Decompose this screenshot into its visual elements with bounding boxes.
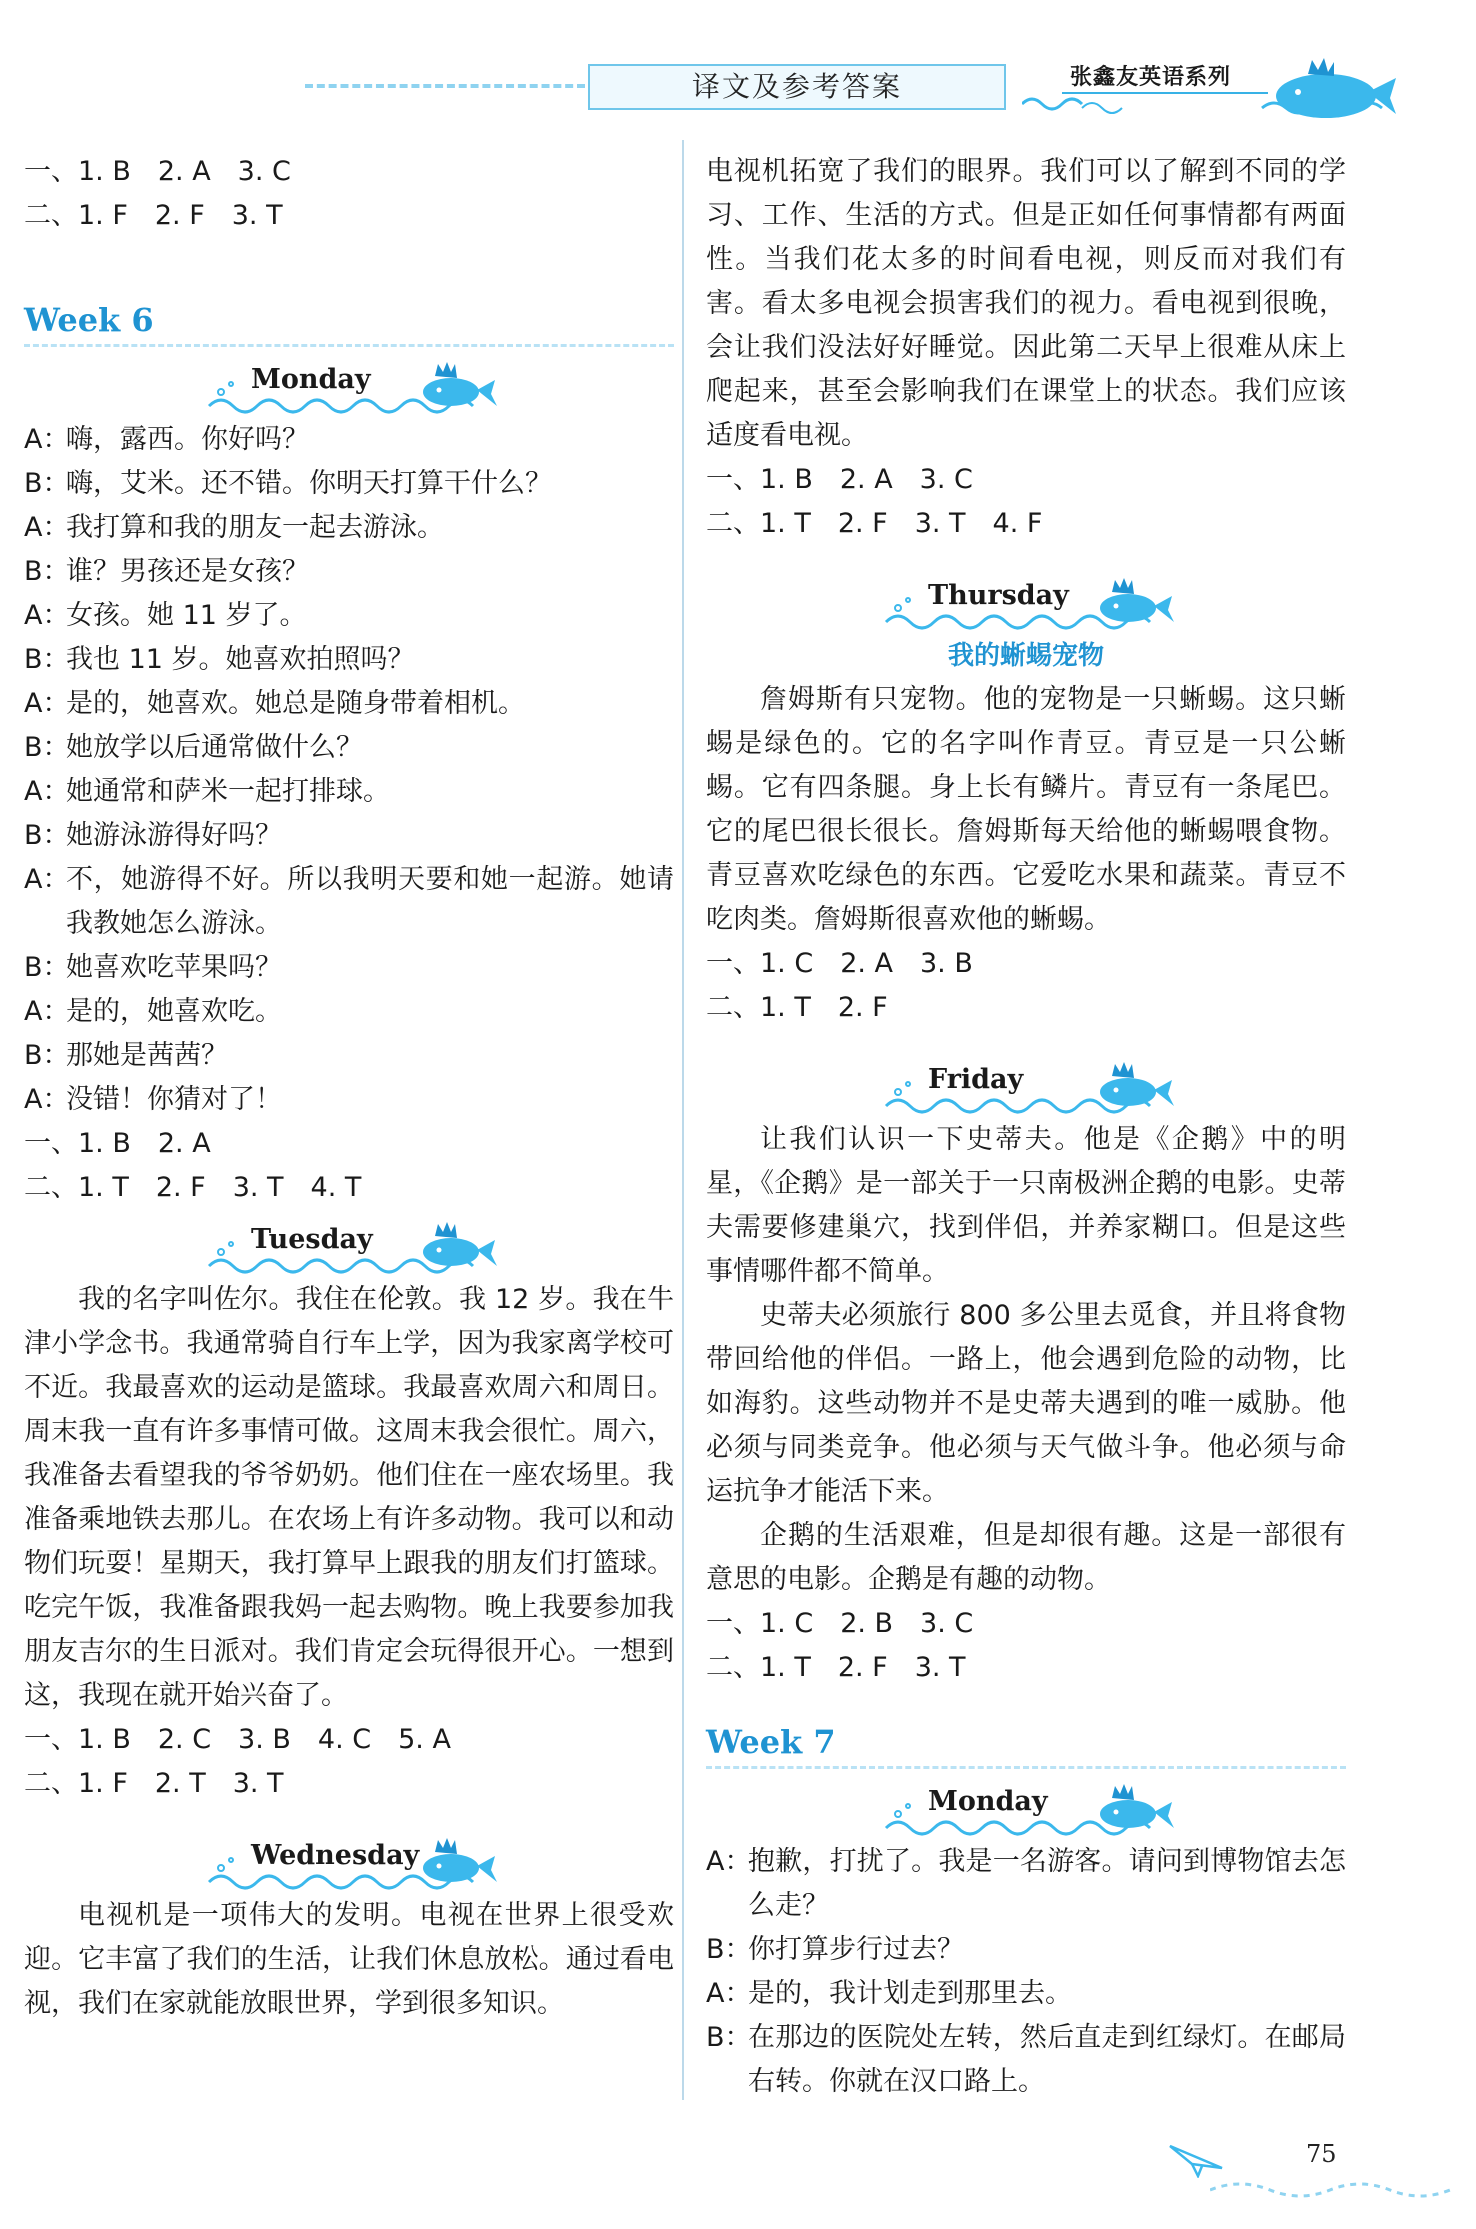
speaker-label: B： bbox=[24, 1040, 70, 1071]
dialog-line bbox=[24, 638, 674, 682]
dialog-text: 不，她游得不好。所以我明天要和她一起游。她请我教她怎么游泳。 bbox=[66, 864, 674, 939]
passage-text: 詹姆斯有只宠物。他的宠物是一只蜥蜴。这只蜥蜴是绿色的。它的名字叫作青豆。青豆是一只公蜥蜴。它有四条腿。身上长有鳞片。青豆有一条尾巴。它的尾巴很长很长。詹姆斯每天给他的蜥蜴喂食物。青豆喜欢吃绿色的东西。它爱吃水果和蔬菜。青豆不吃肉类。詹姆斯很喜欢他的蜥蜴。 bbox=[706, 684, 1346, 935]
day-title: Monday bbox=[928, 1786, 1048, 1817]
passage-subtitle: 我的蜥蜴宠物 bbox=[947, 641, 1104, 671]
dialog-line bbox=[24, 1078, 674, 1122]
dialog-line bbox=[24, 506, 674, 550]
dialog-text: 在那边的医院处左转，然后直走到红绿灯。在邮局右转。你就在汉口路上。 bbox=[748, 2022, 1346, 2097]
dialog-text: 她放学以后通常做什么？ bbox=[66, 732, 363, 763]
dialog-line bbox=[24, 550, 674, 594]
dialog-line bbox=[706, 1928, 1346, 1972]
day-heading bbox=[706, 566, 1346, 634]
answer-line: 一、1. B 2. A 3. C bbox=[706, 464, 973, 495]
speaker-label: B： bbox=[24, 468, 70, 499]
dialog-line bbox=[24, 1034, 674, 1078]
page-number: 75 bbox=[1306, 2140, 1337, 2168]
answer-line: 一、1. C 2. A 3. B bbox=[706, 948, 973, 979]
day-title: Thursday bbox=[928, 580, 1069, 611]
dialog-line bbox=[24, 990, 674, 1034]
answer-line: 二、1. F 2. F 3. T bbox=[24, 200, 283, 231]
speaker-label: A： bbox=[706, 1978, 752, 2009]
dialog-line bbox=[24, 682, 674, 726]
speaker-label: B： bbox=[24, 556, 70, 587]
speaker-label: A： bbox=[24, 688, 70, 719]
dialog-line bbox=[24, 726, 674, 770]
day-title: Friday bbox=[928, 1064, 1024, 1095]
dialog-line bbox=[24, 462, 674, 506]
footer-dash-line bbox=[1210, 2178, 1460, 2198]
page-header bbox=[0, 0, 1476, 140]
speaker-label: A： bbox=[24, 512, 70, 543]
dialog-line bbox=[24, 814, 674, 858]
dialog-text: 你打算步行过去？ bbox=[748, 1934, 964, 1965]
answer-line: 二、1. T 2. F 3. T 4. F bbox=[706, 508, 1043, 539]
speaker-label: B： bbox=[24, 644, 70, 675]
whale-banner-icon bbox=[876, 1054, 1176, 1116]
dialog-text: 抱歉，打扰了。我是一名游客。请问到博物馆去怎么走？ bbox=[748, 1846, 1346, 1921]
speaker-label: A： bbox=[24, 600, 70, 631]
series-label: 张鑫友英语系列 bbox=[1070, 65, 1232, 90]
answer-line: 二、1. T 2. F bbox=[706, 992, 888, 1023]
passage-text: 我的名字叫佐尔。我住在伦敦。我 12 岁。我在牛津小学念书。我通常骑自行车上学，因为我家离学校可不近。我最喜欢的运动是篮球。我最喜欢周六和周日。周末我一直有许多事情可做。这周末我会很忙。周六，我准备去看望我的爷爷奶奶。他们住在一座农场里。我准备乘地铁去那儿。在农场上有许多动物。我可以和动物们玩耍！星期天，我打算早上跟我的朋友们打篮球。吃完午饭，我准备跟我妈一起去购物。晚上我要参加我朋友吉尔的生日派对。我们肯定会玩得很开心。一想到这，我现在就开始兴奋了。 bbox=[24, 1284, 674, 1711]
week-rule bbox=[24, 344, 674, 347]
speaker-label: A： bbox=[24, 424, 70, 455]
left-column bbox=[24, 150, 674, 2026]
dialog-text: 谁？男孩还是女孩？ bbox=[66, 556, 309, 587]
speaker-label: B： bbox=[24, 732, 70, 763]
dialog-line bbox=[24, 594, 674, 638]
day-title: Tuesday bbox=[251, 1224, 373, 1255]
speaker-label: B： bbox=[706, 2022, 752, 2053]
passage-text: 电视机拓宽了我们的眼界。我们可以了解到不同的学习、工作、生活的方式。但是正如任何事情都有两面性。当我们花太多的时间看电视，则反而对我们有害。看太多电视会损害我们的视力。看电视到很晚，会让我们没法好好睡觉。因此第二天早上很难从床上爬起来，甚至会影响我们在课堂上的状态。我们应该适度看电视。 bbox=[706, 156, 1346, 451]
answer-line: 一、1. C 2. B 3. C bbox=[706, 1608, 974, 1639]
answer-line: 一、1. B 2. C 3. B 4. C 5. A bbox=[24, 1724, 451, 1755]
day-title: Wednesday bbox=[251, 1840, 420, 1871]
dialog-line bbox=[24, 946, 674, 990]
day-title: Monday bbox=[251, 364, 371, 395]
day-heading bbox=[706, 1050, 1346, 1118]
paper-plane-icon bbox=[1168, 2138, 1224, 2178]
week-title: Week 6 bbox=[24, 301, 154, 339]
week-title: Week 7 bbox=[706, 1723, 836, 1761]
answer-line: 二、1. F 2. T 3. T bbox=[24, 1768, 284, 1799]
day-heading bbox=[706, 1772, 1346, 1840]
week-heading bbox=[706, 1714, 1346, 1772]
passage-text: 史蒂夫必须旅行 800 多公里去觅食，并且将食物带回给他的伴侣。一路上，他会遇到危险的动物，比如海豹。这些动物并不是史蒂夫遇到的唯一威胁。他必须与同类竞争。他必须与天气做斗争。他必须与命运抗争才能活下来。 bbox=[706, 1300, 1346, 1507]
passage-text: 电视机是一项伟大的发明。电视在世界上很受欢迎。它丰富了我们的生活，让我们休息放松。通过看电视，我们在家就能放眼世界，学到很多知识。 bbox=[24, 1900, 674, 2019]
passage-text: 让我们认识一下史蒂夫。他是《企鹅》中的明星，《企鹅》是一部关于一只南极洲企鹅的电影。史蒂夫需要修建巢穴，找到伴侣，并养家糊口。但是这些事情哪件都不简单。 bbox=[706, 1124, 1346, 1287]
speaker-label: A： bbox=[24, 1084, 70, 1115]
dialog-text: 是的，她喜欢。她总是随身带着相机。 bbox=[66, 688, 525, 719]
dialog-text: 她喜欢吃苹果吗？ bbox=[66, 952, 282, 983]
dialog-line bbox=[706, 2016, 1346, 2104]
whale-icon bbox=[1268, 52, 1398, 122]
passage-text: 企鹅的生活艰难，但是却很有趣。这是一部很有意思的电影。企鹅是有趣的动物。 bbox=[706, 1520, 1346, 1595]
dialog-text: 女孩。她 11 岁了。 bbox=[66, 600, 307, 631]
day-heading bbox=[24, 350, 674, 418]
speaker-label: B： bbox=[706, 1934, 752, 1965]
dialog-line bbox=[24, 418, 674, 462]
dialog-text: 她通常和萨米一起打排球。 bbox=[66, 776, 390, 807]
speaker-label: A： bbox=[24, 864, 70, 895]
dialog-line bbox=[24, 770, 674, 814]
dialog-text: 没错！你猜对了！ bbox=[66, 1084, 282, 1115]
dialog-text: 那她是茜茜？ bbox=[66, 1040, 228, 1071]
column-divider bbox=[682, 140, 684, 2100]
day-heading bbox=[24, 1210, 674, 1278]
dialog-text: 她游泳游得好吗？ bbox=[66, 820, 282, 851]
answer-line: 二、1. T 2. F 3. T bbox=[706, 1652, 966, 1683]
week-rule bbox=[706, 1766, 1346, 1769]
dialog-line bbox=[706, 1840, 1346, 1928]
answer-line: 一、1. B 2. A 3. C bbox=[24, 156, 291, 187]
answer-line: 二、1. T 2. F 3. T 4. T bbox=[24, 1172, 362, 1203]
dialog-text: 我也 11 岁。她喜欢拍照吗？ bbox=[66, 644, 415, 675]
dialog-line bbox=[706, 1972, 1346, 2016]
day-heading bbox=[24, 1826, 674, 1894]
speaker-label: B： bbox=[24, 820, 70, 851]
speaker-label: A： bbox=[24, 996, 70, 1027]
dialog-text: 嗨，露西。你好吗？ bbox=[66, 424, 309, 455]
dialog-text: 是的，她喜欢吃。 bbox=[66, 996, 282, 1027]
answer-line: 一、1. B 2. A bbox=[24, 1128, 211, 1159]
header-dash-line bbox=[305, 84, 585, 88]
speaker-label: B： bbox=[24, 952, 70, 983]
speaker-label: A： bbox=[24, 776, 70, 807]
header-title: 译文及参考答案 bbox=[588, 64, 1006, 110]
speaker-label: A： bbox=[706, 1846, 752, 1877]
series-underline bbox=[1062, 92, 1268, 94]
dialog-line bbox=[24, 858, 674, 946]
dialog-text: 我打算和我的朋友一起去游泳。 bbox=[66, 512, 444, 543]
right-column bbox=[706, 150, 1346, 2104]
week-heading bbox=[24, 292, 674, 350]
dialog-text: 是的，我计划走到那里去。 bbox=[748, 1978, 1072, 2009]
dialog-text: 嗨，艾米。还不错。你明天打算干什么？ bbox=[66, 468, 552, 499]
